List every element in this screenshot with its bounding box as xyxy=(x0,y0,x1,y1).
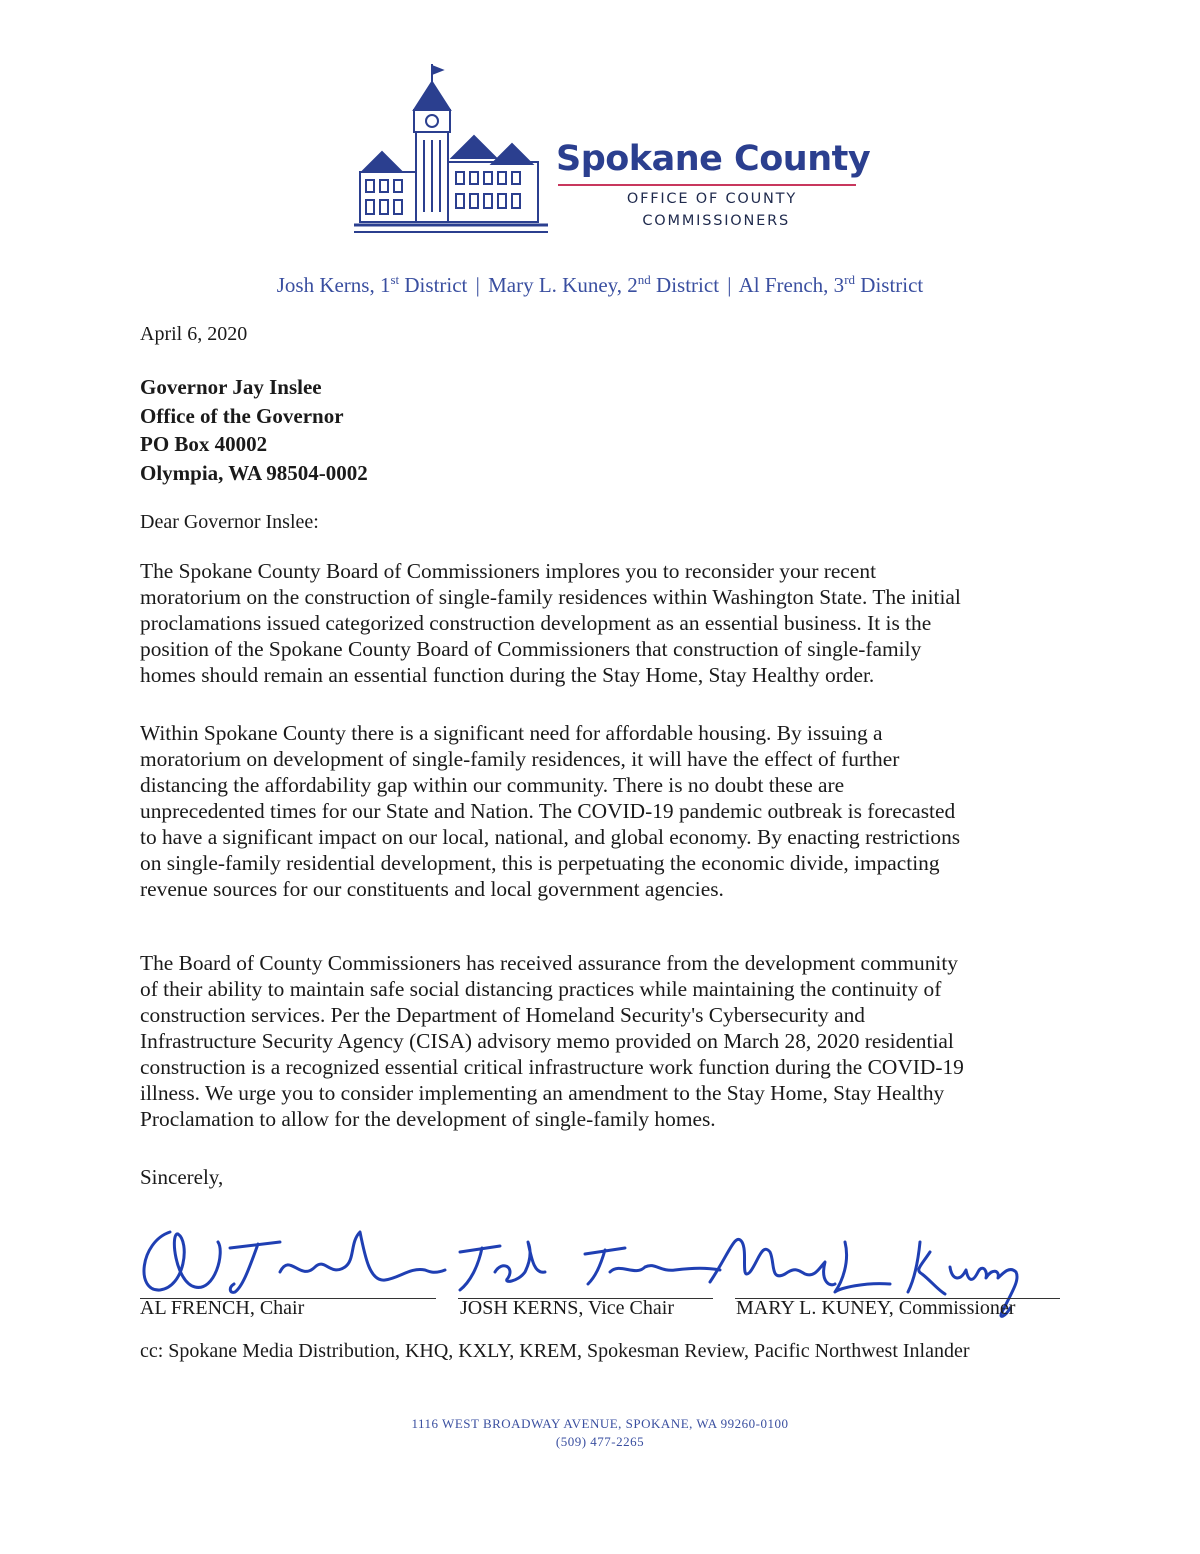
recipient-line: Office of the Governor xyxy=(140,403,344,428)
district-1-ordinal: st xyxy=(390,272,400,287)
district-line xyxy=(0,272,1200,298)
recipient-line: Governor Jay Inslee xyxy=(140,375,322,399)
text-line: moratorium on development of single-family residences, it will have the effect of further xyxy=(140,747,900,771)
text-line: distancing the affordability gap within our community. There is no doubt these are xyxy=(140,773,845,797)
footer-address: 1116 WEST BROADWAY AVENUE, SPOKANE, WA 99260-0100 xyxy=(411,1416,789,1431)
district-3-label: District xyxy=(855,273,924,297)
text-line: construction services. Per the Department of Homeland Security's Cybersecurity and xyxy=(140,1003,865,1027)
text-line: revenue sources for our constituents and local government agencies. xyxy=(140,877,724,901)
district-1-label: District xyxy=(399,273,468,297)
signer-1-name: AL FRENCH, Chair xyxy=(140,1297,305,1319)
salutation: Dear Governor Inslee: xyxy=(140,511,319,533)
district-3-ordinal: rd xyxy=(844,272,856,287)
text-line: The Spokane County Board of Commissioners implores you to reconsider your recent xyxy=(140,559,877,583)
paragraph-2 xyxy=(140,720,1060,902)
recipient-address xyxy=(140,373,368,487)
cc-line: cc: Spokane Media Distribution, KHQ, KXLY, KREM, Spokesman Review, Pacific Northwest Inlander xyxy=(140,1340,970,1362)
district-separator: | xyxy=(475,273,480,297)
district-2-label: District xyxy=(650,273,720,297)
footer-phone: (509) 477-2265 xyxy=(555,1434,645,1449)
text-line: Infrastructure Security Agency (CISA) advisory memo provided on March 28, 2020 residential xyxy=(140,1029,954,1053)
text-line: proclamations issued categorized construction development as an essential business. It is the xyxy=(140,611,932,635)
text-line: Proclamation to allow for the development of single-family homes. xyxy=(140,1107,716,1131)
letter-date: April 6, 2020 xyxy=(140,323,248,345)
district-2-ordinal: nd xyxy=(637,272,651,287)
office-line-2: COMMISSIONERS xyxy=(642,213,790,229)
recipient-line: Olympia, WA 98504-0002 xyxy=(140,460,368,485)
signer-3-name: MARY L. KUNEY, Commissioner xyxy=(736,1297,1016,1319)
text-line: moratorium on the construction of single-family residences within Washington State. The initial xyxy=(140,585,961,609)
text-line: position of the Spokane County Board of Commissioners that construction of single-family xyxy=(140,637,922,661)
district-3-name: Al French, 3 xyxy=(738,273,845,297)
paragraph-1 xyxy=(140,558,1060,688)
district-2-name: Mary L. Kuney, 2 xyxy=(488,273,638,297)
closing: Sincerely, xyxy=(140,1165,224,1189)
text-line: to have a significant impact on our local, national, and global economy. By enacting restrictions xyxy=(140,825,961,849)
recipient-line: PO Box 40002 xyxy=(140,432,268,456)
text-line: illness. We urge you to consider implementing an amendment to the Stay Home, Stay Healthy xyxy=(140,1081,945,1105)
signature-al-french xyxy=(144,1232,220,1290)
letterhead-rule xyxy=(558,184,856,186)
org-name: Spokane County xyxy=(556,139,871,179)
district-separator: | xyxy=(727,273,732,297)
text-line: of their ability to maintain safe social distancing practices while maintaining the continuity of xyxy=(140,977,942,1001)
district-1-name: Josh Kerns, 1 xyxy=(276,273,391,297)
text-line: unprecedented times for our State and Nation. The COVID-19 pandemic outbreak is forecasted xyxy=(140,799,956,823)
text-line: homes should remain an essential function during the Stay Home, Stay Healthy order. xyxy=(140,663,875,687)
text-line: on single-family residential development, this is perpetuating the economic divide, impacting xyxy=(140,851,940,875)
signature-josh-kerns xyxy=(460,1246,500,1290)
text-line: construction is a recognized essential critical infrastructure work function during the COVID-19 xyxy=(140,1055,964,1079)
text-line: Within Spokane County there is a significant need for affordable housing. By issuing a xyxy=(140,721,883,745)
text-line: The Board of County Commissioners has received assurance from the development community xyxy=(140,951,958,975)
signature-mary-kuney xyxy=(710,1239,835,1284)
signer-2-name: JOSH KERNS, Vice Chair xyxy=(460,1297,674,1319)
office-line-1: OFFICE OF COUNTY xyxy=(626,191,797,207)
paragraph-3 xyxy=(140,950,1060,1132)
